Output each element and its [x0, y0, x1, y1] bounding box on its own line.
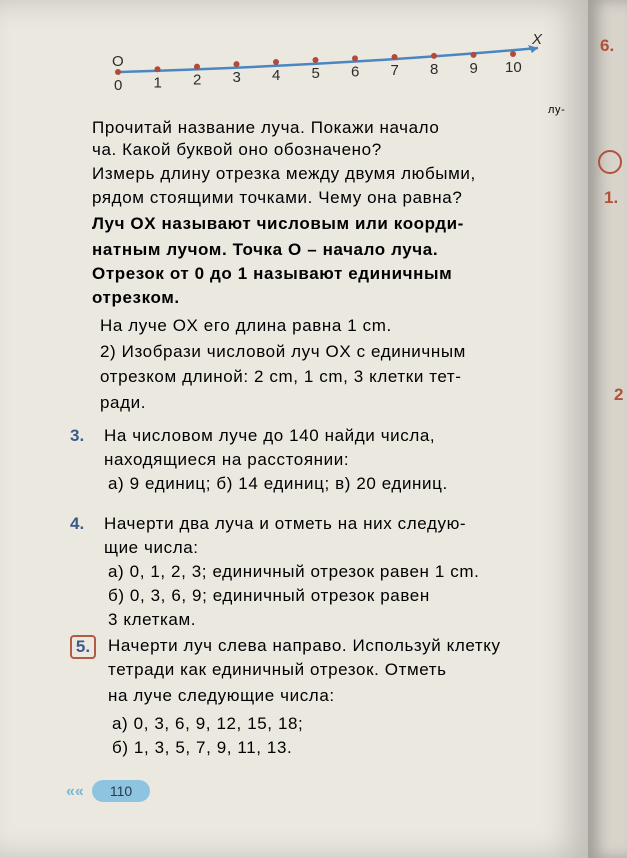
ray-tick-label: 7: [390, 61, 399, 79]
task-5-number: 5.: [70, 635, 96, 659]
origin-label: O: [112, 53, 124, 70]
task-line: щие числа:: [104, 538, 199, 557]
task-line: тетради как единичный отрезок. Отметь: [108, 660, 447, 679]
ray-tick-label: 6: [351, 63, 360, 81]
text-line: лу-: [548, 104, 566, 116]
ray-tick-label: 1: [153, 74, 162, 92]
page-number-decoration: ««: [66, 783, 84, 800]
ray-point: [313, 57, 319, 63]
text-line: Измерь длину отрезка между двумя любыми,: [92, 164, 476, 183]
number-ray-svg: [100, 30, 560, 110]
ray-tick-label: 0: [114, 77, 123, 94]
text-line: Отрезок от 0 до 1 называют единичным: [92, 264, 453, 283]
ray-tick-label: 9: [469, 59, 478, 77]
task-line: Начерти два луча и отметь на них следую-: [104, 514, 467, 533]
ray-tick-label: 8: [430, 60, 439, 78]
ray-tick-label: 3: [232, 69, 241, 87]
ray-point: [510, 51, 516, 57]
text-line: На луче OX его длина равна 1 cm.: [100, 316, 392, 335]
text-line: Прочитай название луча. Покажи начало: [92, 118, 440, 137]
ray-tick-label: 2: [193, 71, 202, 89]
edge-text-mid1: 1.: [604, 188, 619, 207]
number-ray: [100, 30, 560, 110]
text-line: рядом стоящими точками. Чему она равна?: [92, 188, 463, 207]
ray-tick-label: 5: [311, 65, 320, 82]
task-line: а) 0, 3, 6, 9, 12, 15, 18;: [112, 714, 304, 733]
text-line: ради.: [100, 393, 147, 412]
ray-point: [431, 53, 437, 59]
ray-point: [273, 59, 279, 65]
ray-tick-label: 4: [272, 66, 281, 84]
task-line: б) 0, 3, 6, 9; единичный отрезок равен: [108, 586, 430, 605]
page-number: 110: [92, 780, 150, 802]
task-line: Начерти луч слева направо. Используй клетку: [108, 636, 501, 655]
ray-point: [392, 54, 398, 60]
ray-point: [471, 52, 477, 58]
text-line: Луч OX называют числовым или коорди-: [92, 214, 464, 233]
task-line: а) 0, 1, 2, 3; единичный отрезок равен 1 cm.: [108, 562, 480, 581]
task-line: На числовом луче до 140 найди числа,: [104, 426, 436, 445]
circle-icon: [598, 150, 622, 174]
axis-label: X: [532, 31, 543, 48]
adjacent-page: [588, 0, 627, 858]
task-line: а) 9 единиц; б) 14 единиц; в) 20 единиц.: [108, 474, 448, 493]
task-line: 3 клеткам.: [108, 610, 197, 629]
task-line: на луче следующие числа:: [108, 686, 335, 705]
task-3-number: 3.: [70, 426, 85, 445]
text-line: отрезком длиной: 2 cm, 1 cm, 3 клетки тет-: [100, 367, 462, 386]
text-line: отрезком.: [92, 288, 180, 307]
edge-text-mid2: 2: [614, 385, 624, 404]
ray-point: [234, 61, 240, 67]
ray-point: [194, 64, 200, 70]
edge-text-top: 6.: [600, 36, 615, 55]
task-line: б) 1, 3, 5, 7, 9, 11, 13.: [112, 738, 293, 757]
ray-tick-label: 10: [505, 59, 522, 76]
ray-point: [352, 55, 358, 61]
text-line: натным лучом. Точка O – начало луча.: [92, 240, 439, 259]
text-line: 2) Изобрази числовой луч OX с единичным: [100, 342, 466, 361]
ray-point: [155, 66, 161, 72]
task-4-number: 4.: [70, 514, 85, 533]
text-line: ча. Какой буквой оно обозначено?: [92, 140, 382, 159]
task-line: находящиеся на расстоянии:: [104, 450, 350, 469]
